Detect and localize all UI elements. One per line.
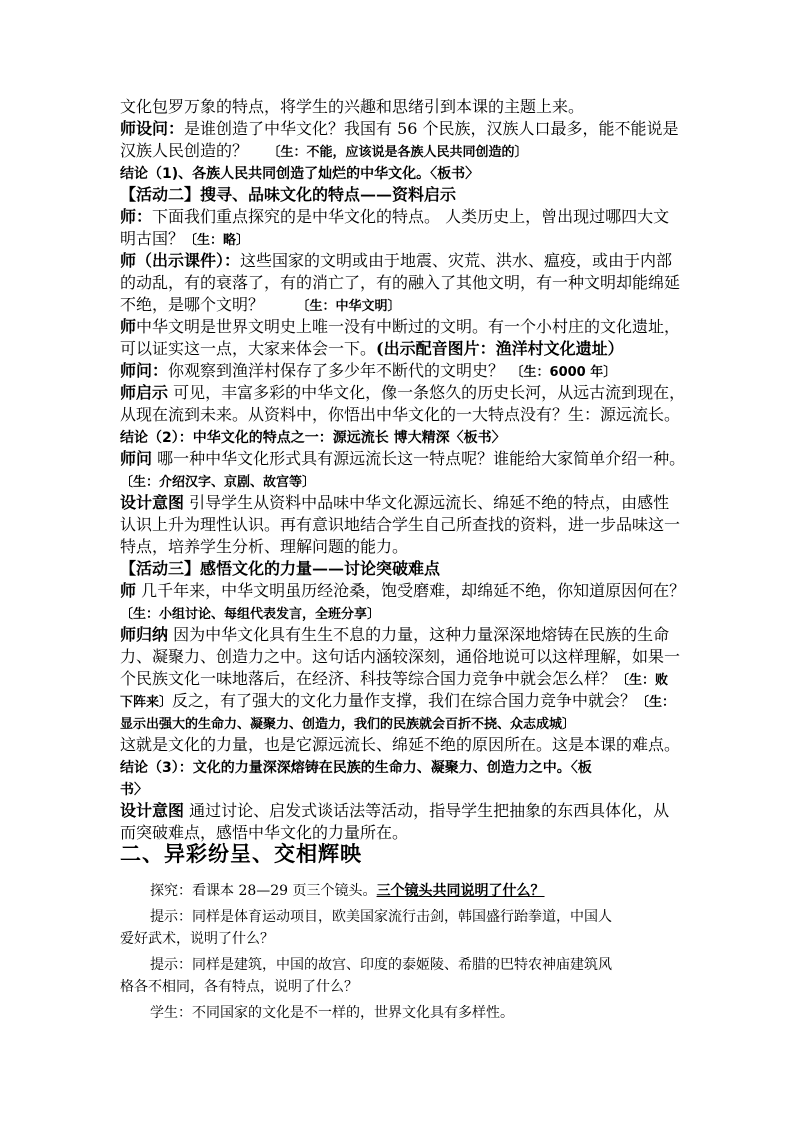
text-run: 爱好武术，说明了什么？ [120, 931, 274, 947]
text-run: 哪一种中华文化形式具有源远流长这一特点呢？谁能给大家简单介绍一种。 [152, 449, 686, 468]
text-run: 而突破难点，感悟中华文化的力量所在。 [120, 823, 409, 842]
text-line [120, 250, 672, 272]
text-line [120, 646, 680, 668]
text-line [120, 316, 680, 338]
text-run: 师（出示课件）： [120, 251, 241, 270]
text-line [120, 140, 528, 164]
text-line [120, 96, 584, 118]
text-run: 提示：同样是体育运动项目，欧美国家流行击剑，韩国盛行跆拳道，中国人 [150, 909, 612, 925]
text-run: 可见，丰富多彩的中华文化，像一条悠久的历史长河，从远古流到现在， [168, 383, 686, 402]
text-run: 认识上升为理性认识。再有意识地结合学生自己所查找的资料，进一步品味这一 [120, 515, 681, 534]
text-run: 师 [120, 317, 137, 336]
text-line [120, 976, 358, 998]
text-run: 书〉 [120, 782, 148, 798]
text-line [150, 954, 612, 976]
text-run: 结论（2）：中华文化的特点之一：源远流长 博大精深〈板书〉 [120, 430, 506, 446]
text-run: 格各不相同，各有特点，说明了什么？ [120, 979, 358, 995]
text-run: 中华文明是世界文明史上唯一没有中断过的文明。有一个小村庄的文化遗址， [136, 317, 681, 336]
text-run: 师问： [120, 361, 169, 380]
text-line [120, 272, 680, 294]
text-run: 探究：看课本 28—29 页三个镜头。 [150, 883, 377, 899]
text-run: 设计意图 [120, 493, 185, 512]
text-run: 师启示 [120, 383, 169, 402]
text-run: (出示配音图片：渔洋村文化遗址） [376, 339, 624, 358]
text-line [120, 734, 680, 756]
text-line [120, 558, 440, 580]
text-line [120, 294, 401, 318]
text-run: 【活动二】搜寻、品味文化的特点——资料启示 [120, 185, 457, 204]
text-line [120, 492, 669, 514]
text-line [150, 1002, 514, 1024]
text-line [120, 404, 680, 426]
text-run: 提示：同样是建筑，中国的故宫、印度的泰姬陵、希腊的巴特农神庙建筑风 [150, 957, 612, 973]
text-run: 师问 [120, 449, 153, 468]
text-run: 结论（1)、各族人民共同创造了灿烂的中华文化。〈板书〉 [120, 166, 480, 182]
text-run: 因为中华文化具有生生不息的力量，这种力量深深地熔铸在民族的生命 [168, 625, 670, 644]
text-run: 的动乱，有的衰落了，有的消亡了，有的融入了其他文明，有一种文明却能绵延 [120, 273, 681, 292]
text-line [120, 928, 274, 950]
text-run: 你观察到渔洋村保存了多少年不断代的文明史？ [168, 361, 505, 380]
text-run: 汉族人民创造的？ [120, 141, 249, 160]
text-run: 这些国家的文明或由于地震、灾荒、洪水、瘟疫，或由于内部 [240, 251, 673, 270]
text-run: 几千年来，中华文明虽历经沧桑，饱受磨难，却绵延不绝，你知道原因何在？ [136, 581, 686, 600]
text-run: 〔生：中华文明〕 [264, 299, 401, 314]
text-run: 是谁创造了中华文化？我国有 56 个民族，汉族人口最多，能不能说是 [184, 119, 679, 138]
text-line [120, 800, 669, 822]
text-run: 从现在流到未来。从资料中，你悟出中华文化的一大特点没有？生：源远流长。 [120, 405, 681, 424]
section-heading: 二、异彩纷呈、交相辉映 [120, 842, 362, 866]
text-run: 〔生：介绍汉字、京剧、故宫等〕 [120, 475, 316, 490]
text-line [150, 906, 612, 928]
text-line [120, 118, 679, 140]
text-run: 〔生： [636, 695, 676, 710]
text-line [120, 206, 669, 228]
text-line [120, 778, 148, 801]
text-run: 个民族文化一味地落后，在经济、科技等综合国力竞争中就会怎么样？ [120, 669, 617, 688]
text-run: 下面我们重点探究的是中华文化的特点。 人类历史上，曾出现过哪四大文 [152, 207, 670, 226]
text-run: 这就是文化的力量，也是它源远流长、绵延不绝的原因所在。这是本课的难点。 [120, 735, 681, 754]
text-run: 学生：不同国家的文化是不一样的，世界文化具有多样性。 [150, 1005, 514, 1021]
text-run: 特点，培养学生分析、理解问题的能力。 [120, 537, 409, 556]
text-run: 【活动三】感悟文化的力量——讨论突破难点 [120, 559, 441, 578]
text-run: 〔生：略〕 [184, 233, 250, 248]
text-line [120, 580, 685, 602]
text-line [120, 690, 675, 714]
text-run: 师归纳 [120, 625, 169, 644]
text-line [120, 756, 592, 779]
text-run: 师： [120, 207, 153, 226]
text-run: 不绝，是哪个文明？ [120, 295, 265, 314]
text-line [120, 162, 479, 185]
text-run: 设计意图 [120, 801, 185, 820]
text-run: 师 [120, 581, 137, 600]
text-run: 反之，有了强大的文化力量作支撑，我们在综合国力竞争中就会？ [172, 691, 637, 710]
text-line [120, 338, 624, 360]
text-line [120, 470, 315, 494]
text-line [120, 382, 685, 404]
text-line [120, 602, 380, 626]
text-run: 〔生：小组讨论、每组代表发言，全班分享〕 [120, 607, 381, 622]
text-run: 〔生：6000 年〕 [504, 365, 617, 380]
text-run: 通过讨论、启发式谈话法等活动，指导学生把抽象的东西具体化，从 [184, 801, 670, 820]
text-line [120, 536, 408, 558]
text-line [120, 426, 506, 449]
text-run: 〔生：败 [616, 673, 669, 688]
text-line [120, 184, 456, 206]
text-run: 〔生：不能，应该说是各族人民共同创造的〕 [248, 145, 528, 160]
text-run: 结论（3）：文化的力量深深熔铸在民族的生命力、凝聚力、创造力之中。〈板 [120, 760, 592, 776]
text-line [120, 360, 616, 384]
text-run: 明古国？ [120, 229, 185, 248]
text-line [120, 448, 685, 470]
text-run: 师设问： [120, 119, 185, 138]
text-line [120, 514, 680, 536]
text-run: 力、凝聚力、创造力之中。这句话内涵较深刻，通俗地说可以这样理解，如果一 [120, 647, 681, 666]
text-line [120, 624, 669, 646]
text-run: 下阵来〕 [120, 695, 173, 710]
text-run: 可以证实这一点，大家来体会一下。 [120, 339, 377, 358]
text-line [120, 228, 249, 252]
text-line [150, 880, 545, 902]
text-run: 显示出强大的生命力、凝聚力、创造力，我们的民族就会百折不挠、众志成城〕 [120, 717, 576, 732]
text-line [120, 822, 408, 844]
text-run: 引导学生从资料中品味中华文化源远流长、绵延不绝的特点，由感性 [184, 493, 670, 512]
text-line [120, 712, 575, 736]
text-run: 三个镜头共同说明了什么？ [376, 883, 545, 899]
text-line [120, 668, 668, 692]
text-run: 文化包罗万象的特点，将学生的兴趣和思绪引到本课的主题上来。 [120, 97, 585, 116]
